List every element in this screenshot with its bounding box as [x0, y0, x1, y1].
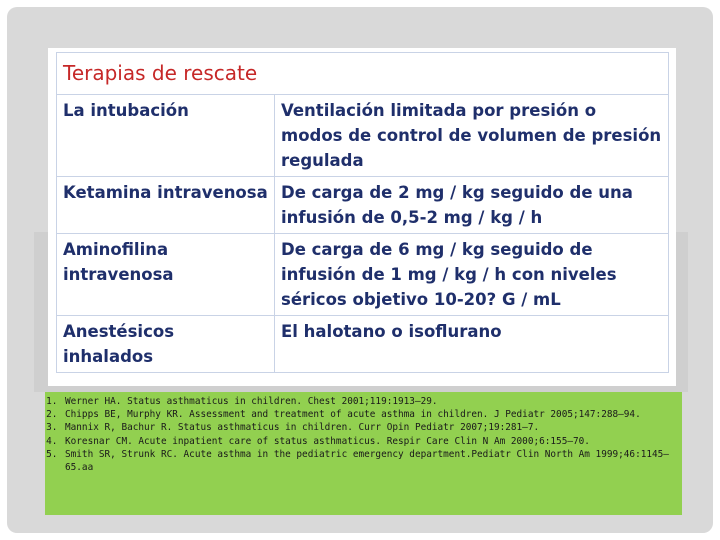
therapy-cell: Ketamina intravenosa [57, 177, 275, 234]
references-list [45, 392, 682, 474]
table-row [57, 177, 669, 234]
reference-item: 3. Mannix R, Bachur R. Status asthmaticus in children. Curr Opin Pediatr 2007;19:281–7. [63, 421, 682, 434]
reference-item: 5. Smith SR, Strunk RC. Acute asthma in the pediatric emergency department.Pediatr Clin North Am 1999;46:1145–65.aa [63, 448, 682, 474]
detail-cell: De carga de 2 mg / kg seguido de una infusión de 0,5-2 mg / kg / h [275, 177, 669, 234]
reference-item: 1. Werner HA. Status asthmaticus in children. Chest 2001;119:1913–29. [63, 395, 682, 408]
therapy-cell: Aminofilina intravenosa [57, 234, 275, 316]
rescue-therapies-table [56, 52, 669, 373]
table-row [57, 234, 669, 316]
therapy-cell: La intubación [57, 95, 275, 177]
detail-cell: De carga de 6 mg / kg seguido de infusión de 1 mg / kg / h con niveles séricos objetivo 10-20? G / mL [275, 234, 669, 316]
therapy-cell: Anestésicos inhalados [57, 316, 275, 373]
table-title-row [57, 53, 669, 95]
reference-item: 4. Koresnar CM. Acute inpatient care of status asthmaticus. Respir Care Clin N Am 2000;6:155–70. [63, 435, 682, 448]
table-title: Terapias de rescate [57, 53, 669, 95]
table-row [57, 316, 669, 373]
detail-cell: Ventilación limitada por presión o modos de control de volumen de presión regulada [275, 95, 669, 177]
references-box [45, 392, 682, 515]
table-row [57, 95, 669, 177]
detail-cell: El halotano o isoflurano [275, 316, 669, 373]
reference-item: 2. Chipps BE, Murphy KR. Assessment and treatment of acute asthma in children. J Pediatr 2005;147:288–94. [63, 408, 682, 421]
